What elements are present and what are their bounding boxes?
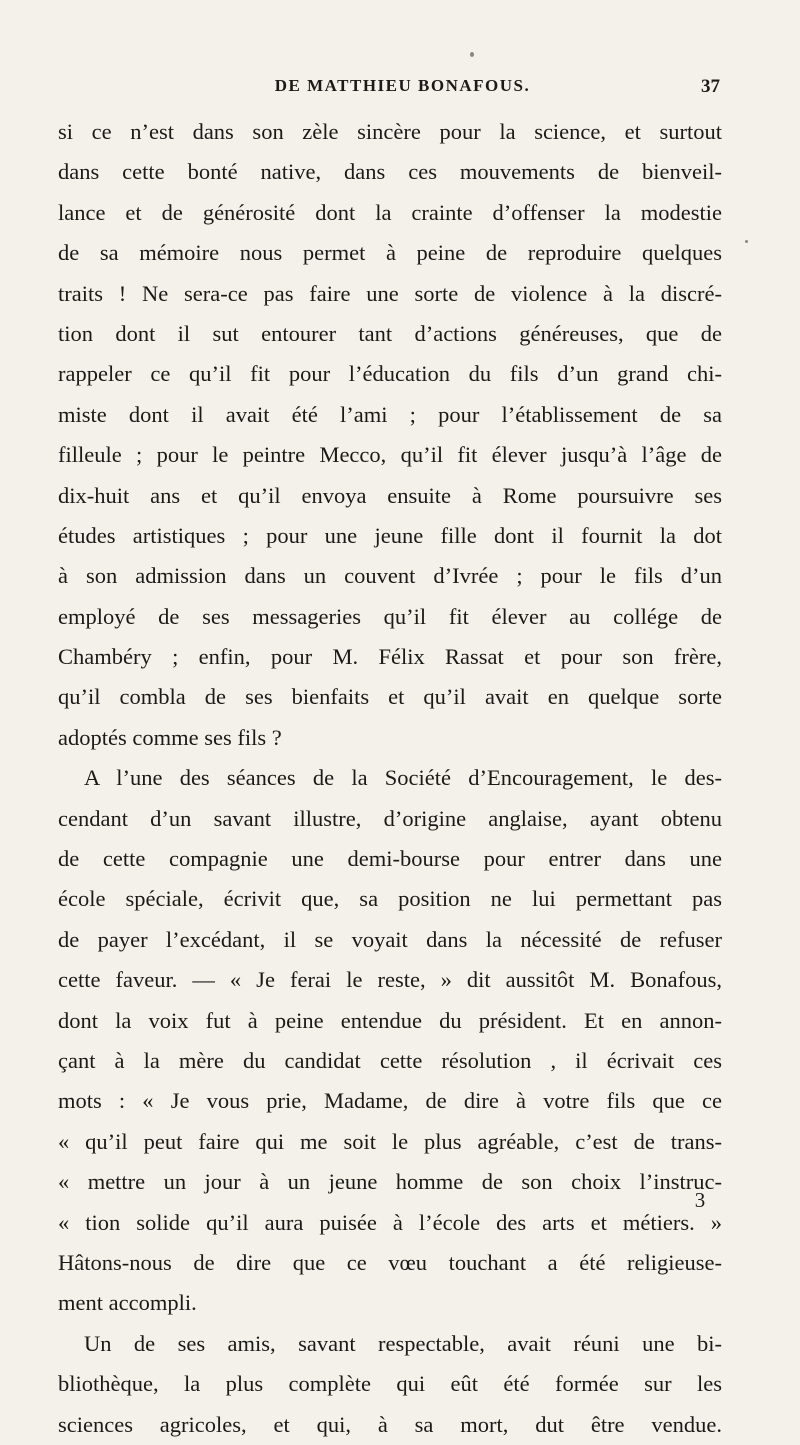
text-line: de cette compagnie une demi-bourse pour entrer dans une <box>58 846 722 872</box>
text-line: cette faveur. — « Je ferai le reste, » dit aussitôt M. Bonafous, <box>58 967 722 993</box>
text-line: « tion solide qu’il aura puisée à l’école des arts et métiers. » <box>58 1209 722 1235</box>
text-line: études artistiques ; pour une jeune fille dont il fournit la dot <box>58 522 722 548</box>
text-line: si ce n’est dans son zèle sincère pour la science, et surtout <box>58 119 722 144</box>
text-line: Un de ses amis, savant respectable, avait réuni une bi- <box>84 1330 722 1356</box>
body-text <box>58 112 722 1445</box>
text-line: école spéciale, écrivit que, sa position ne lui permettant pas <box>58 886 722 912</box>
text-line: filleule ; pour le peintre Mecco, qu’il fit élever jusqu’à l’âge de <box>58 442 722 468</box>
text-line: dans cette bonté native, dans ces mouvements de bienveil- <box>58 159 722 185</box>
text-line: traits ! Ne sera-ce pas faire une sorte de violence à la discré- <box>58 280 722 306</box>
text-line: Chambéry ; enfin, pour M. Félix Rassat et pour son frère, <box>58 644 722 670</box>
text-line: Hâtons-nous de dire que ce vœu touchant a été religieuse- <box>58 1249 722 1275</box>
text-line: bliothèque, la plus complète qui eût été formée sur les <box>58 1371 722 1397</box>
text-line: dont la voix fut à peine entendue du président. Et en annon- <box>58 1007 722 1033</box>
text-line: « qu’il peut faire qui me soit le plus agréable, c’est de trans- <box>58 1128 722 1154</box>
text-line: à son admission dans un couvent d’Ivrée ; pour le fils d’un <box>58 563 722 589</box>
text-line: rappeler ce qu’il fit pour l’éducation du fils d’un grand chi- <box>58 361 722 387</box>
running-title: DE MATTHIEU BONAFOUS. <box>274 76 531 95</box>
text-line: adoptés comme ses fils ? <box>58 724 282 750</box>
text-line: de payer l’excédant, il se voyait dans la nécessité de refuser <box>58 926 722 952</box>
text-line: de sa mémoire nous permet à peine de reproduire quelques <box>58 240 722 266</box>
text-line: A l’une des séances de la Société d’Encouragement, le des- <box>84 765 722 791</box>
running-header <box>85 76 720 106</box>
text-line: « mettre un jour à un jeune homme de son choix l’instruc- <box>58 1169 722 1195</box>
signature-mark: 3 <box>694 1188 706 1212</box>
page-number: 37 <box>701 76 720 97</box>
text-line: çant à la mère du candidat cette résolution , il écrivait ces <box>58 1047 722 1073</box>
text-line: cendant d’un savant illustre, d’origine anglaise, ayant obtenu <box>58 805 722 831</box>
ink-speck <box>470 52 474 57</box>
text-line: employé de ses messageries qu’il fit élever au collége de <box>58 603 722 629</box>
text-line: miste dont il avait été l’ami ; pour l’établissement de sa <box>58 401 722 427</box>
text-line: mots : « Je vous prie, Madame, de dire à votre fils que ce <box>58 1088 722 1114</box>
text-line: qu’il combla de ses bienfaits et qu’il avait en quelque sorte <box>58 684 722 710</box>
text-line: lance et de générosité dont la crainte d’offenser la modestie <box>58 199 722 225</box>
ink-speck <box>745 240 748 243</box>
text-line: sciences agricoles, et qui, à sa mort, dut être vendue. <box>58 1411 722 1437</box>
text-line: tion dont il sut entourer tant d’actions généreuses, que de <box>58 320 722 346</box>
text-line: dix-huit ans et qu’il envoya ensuite à Rome poursuivre ses <box>58 482 722 508</box>
text-line: ment accompli. <box>58 1290 197 1316</box>
